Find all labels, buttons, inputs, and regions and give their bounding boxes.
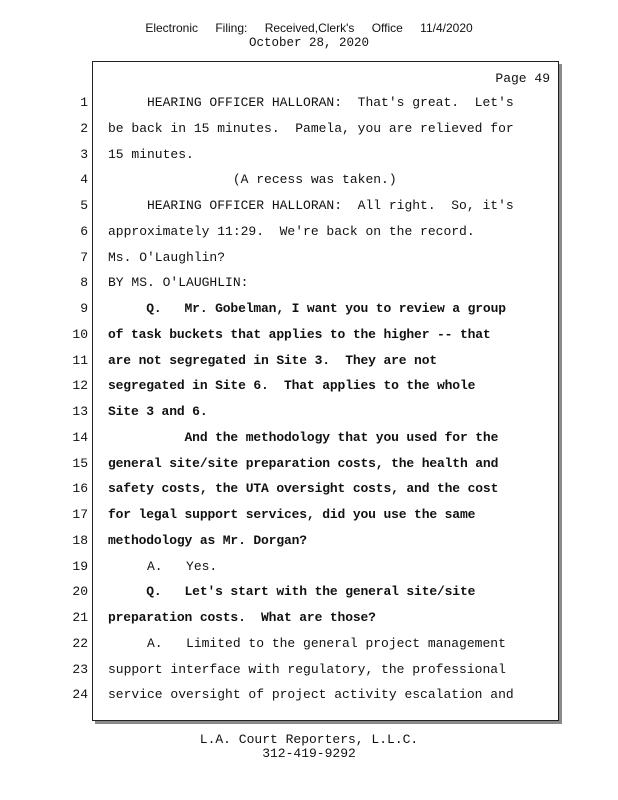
transcript-line: HEARING OFFICER HALLORAN: That's great. Let's — [108, 95, 514, 110]
line-number: 7 — [80, 249, 88, 265]
efiling-stamp — [0, 21, 618, 35]
transcript-line: Q. Let's start with the general site/site — [108, 584, 476, 600]
line-number: 18 — [72, 532, 88, 548]
line-number: 21 — [72, 610, 88, 625]
transcript-line: safety costs, the UTA oversight costs, and the cost — [108, 481, 499, 497]
line-number: 17 — [72, 507, 88, 522]
transcript-line: A. Yes. — [108, 558, 218, 574]
transcript-line: methodology as Mr. Dorgan? — [108, 532, 307, 548]
transcript-line: HEARING OFFICER HALLORAN: All right. So, it's — [108, 198, 514, 213]
line-number: 15 — [72, 455, 88, 471]
transcript-line: Site 3 and 6. — [108, 404, 208, 419]
line-number: 13 — [72, 404, 88, 419]
transcript-line: of task buckets that applies to the higher -- that — [108, 326, 491, 342]
transcript-line: (A recess was taken.) — [108, 172, 397, 188]
line-number: 22 — [72, 635, 88, 651]
stamp-received: Received,Clerk's — [264, 21, 355, 35]
stamp-office: Office — [371, 21, 403, 35]
line-number: 11 — [72, 352, 88, 368]
page-number: Page 49 — [495, 71, 550, 86]
reporter-company: L.A. Court Reporters, L.L.C. — [199, 732, 419, 747]
footer — [0, 733, 618, 761]
line-number: 19 — [72, 558, 88, 574]
line-number: 5 — [80, 198, 88, 213]
transcript-line: service oversight of project activity escalation and — [108, 687, 514, 703]
transcript-line: approximately 11:29. We're back on the record. — [108, 223, 475, 239]
line-number: 14 — [72, 429, 88, 445]
transcript-line: segregated in Site 6. That applies to the whole — [108, 378, 476, 394]
transcript-line: general site/site preparation costs, the health and — [108, 455, 499, 471]
transcript-line: And the methodology that you used for the — [108, 429, 499, 445]
transcript-line: BY MS. O'LAUGHLIN: — [108, 275, 249, 291]
line-number: 9 — [80, 301, 88, 316]
transcript-line: support interface with regulatory, the professional — [108, 661, 506, 677]
transcript-line: be back in 15 minutes. Pamela, you are relieved for — [108, 120, 514, 136]
transcript-line: Ms. O'Laughlin? — [108, 249, 226, 265]
line-number: 8 — [80, 275, 88, 291]
line-number: 23 — [72, 661, 88, 677]
hearing-date: October 28, 2020 — [248, 36, 370, 50]
line-number: 2 — [80, 120, 88, 136]
line-number: 12 — [72, 378, 88, 394]
transcript-line: 15 minutes. — [108, 146, 194, 162]
stamp-date: 11/4/2020 — [420, 21, 473, 35]
transcript-line: are not segregated in Site 3. They are not — [108, 352, 438, 368]
line-number: 6 — [80, 223, 88, 239]
transcript-line: for legal support services, did you use the same — [108, 507, 476, 522]
line-number: 10 — [72, 326, 88, 342]
transcript-line: Q. Mr. Gobelman, I want you to review a group — [108, 301, 506, 316]
line-number: 16 — [72, 481, 88, 497]
transcript-line: A. Limited to the general project management — [108, 635, 506, 651]
stamp-electronic: Electronic — [145, 21, 198, 35]
line-number: 20 — [72, 584, 88, 600]
line-number: 4 — [80, 172, 88, 188]
reporter-phone: 312-419-9292 — [262, 746, 356, 761]
line-number: 24 — [72, 687, 88, 703]
line-number: 3 — [80, 146, 88, 162]
line-number: 1 — [80, 95, 88, 110]
transcript-line: preparation costs. What are those? — [108, 610, 376, 625]
stamp-filing: Filing: — [215, 21, 248, 35]
